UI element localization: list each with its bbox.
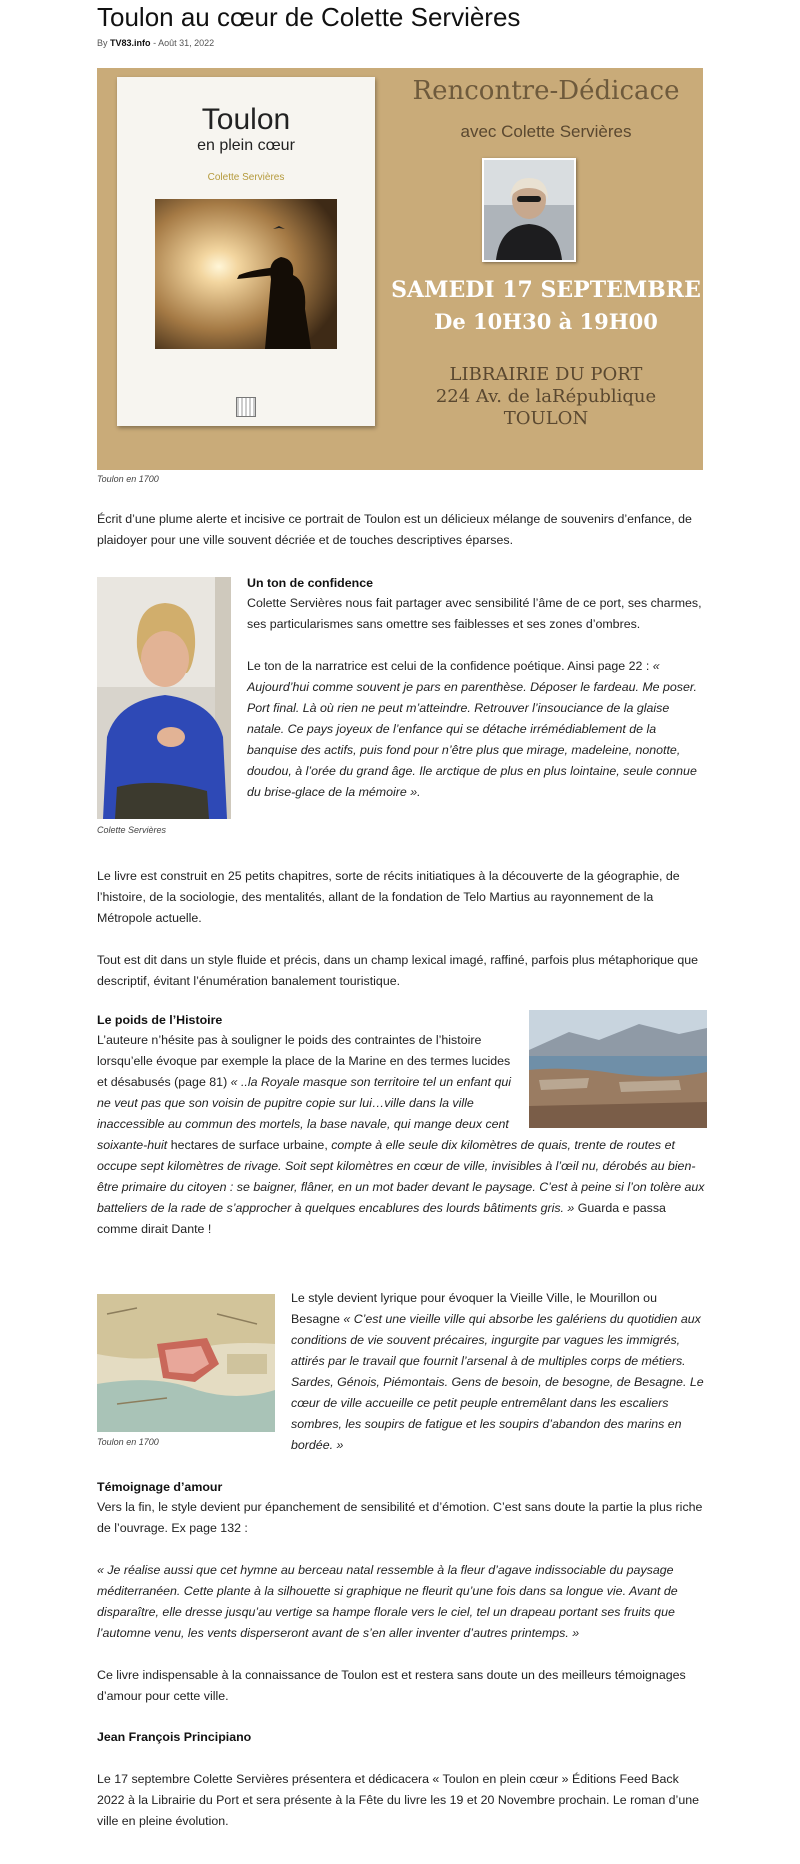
chapters-paragraph: Le livre est construit en 25 petits chapitres, sorte de récits initiatiques à la découverte de la géographie, de l’histoire, de la sociologie, des mentalités, allant de la fondation de Telo Martius au rayonnement de la Métropole actuelle.: [97, 869, 680, 925]
section1-lead: Le ton de la narratrice est celui de la confidence poétique. Ainsi page 22 :: [247, 659, 650, 673]
publisher-logo: [236, 397, 256, 417]
book-cover-subtitle: en plein cœur: [197, 137, 295, 154]
book-cover-author: Colette Servières: [207, 172, 285, 183]
toulon-harbour-photo: [529, 1010, 707, 1128]
banner-venue: LIBRAIRIE DU PORT: [449, 364, 643, 385]
book-cover-title: Toulon: [201, 103, 291, 136]
section-heading-testimony: Témoignage d’amour: [97, 1480, 223, 1494]
banner-caption: Toulon en 1700: [97, 474, 159, 484]
section-confidence: [247, 573, 707, 803]
article-title: Toulon au cœur de Colette Servières: [97, 2, 521, 32]
section4-quote: « Je réalise aussi que cet hymne au berceau natal ressemble à la fleur d’agave indissociable du paysage méditerranéen. Cette plante à la silhouette si graphique ne fleurit qu’une fois dans sa longue vie. Avant de disparaître, elle dresse jusqu’au vertige sa hampe florale vers le ciel, tel un drapeau portant ses fruits que l’automne venu, les vents disperseront avant de s’en aller inventer d’autres printemps. »: [97, 1563, 678, 1640]
section-heading-history: Le poids de l’Histoire: [97, 1013, 223, 1027]
book-cover-photo: [155, 199, 337, 349]
toulon-1700-map: [97, 1294, 275, 1432]
section2-quote-part2: compte à elle seule dix kilomètres de quais, trente de routes et occupe sept kilomètres de rivage. Soit sept kilomètres en cœur de ville, invisibles à l’œil nu, dérobés au bien-être primaire du citoyen : se baigner, flâner, en un mot bader devant le paysage. C’est à peine si l’on tolère aux batteliers de la rade de s’approcher à quelques encablures des lourds bâtiments gris. »: [97, 1138, 705, 1215]
section1-quote: « Aujourd’hui comme souvent je pars en parenthèse. Déposer le fardeau. Me poser. Port final. Là où rien ne peut m’atteindre. Retrouver l’insouciance de la glaise natale. Ce pays joyeux de l’enfance qui se détache irrémédiablement de la banquise des actifs, puis fond pour n’être plus que mirage, madeleine, nonotte, doudou, à l’orée du grand âge. Ile arctique de plus en plus lointaine, seule connue du brise-glace de la mémoire ».: [247, 659, 697, 799]
section1-paragraph-1: Colette Servières nous fait partager avec sensibilité l’âme de ce port, ses charmes, ses particularismes sans omettre ses faiblesses et ses zones d’ombres.: [247, 596, 702, 631]
section-testimony: [97, 1477, 707, 1832]
section4-paragraph-2: Ce livre indispensable à la connaissance de Toulon est et restera sans doute un des meilleurs témoignages d’amour pour cette ville.: [97, 1668, 686, 1703]
book-cover: [117, 77, 375, 426]
section3-quote: « C’est une vieille ville qui absorbe les galériens du quotidien aux conditions de vie souvent précaires, ingurgite par vagues les immigrés, attirés par le travail que fournit l’arsenal à de multiples corps de métiers. Sardes, Génois, Piémontais. Gens de besoin, de besogne, de Besagne. Le cœur de ville accueille ce petit peuple entremêlant dans les escaliers sombres, les soupirs de fatigue et les soupirs d’abandon des marins en bordée. »: [291, 1312, 704, 1452]
intro-paragraph: Écrit d’une plume alerte et incisive ce portrait de Toulon est un délicieux mélange de souvenirs d’enfance, de plaidoyer pour une ville souvent décriée et de touches descriptives éparses.: [97, 512, 692, 547]
byline: [97, 38, 214, 48]
section1-paragraph-2: [247, 656, 707, 803]
closing-paragraph: Le 17 septembre Colette Servières présentera et dédicacera « Toulon en plein cœur » Éditions Feed Back 2022 à la Librairie du Port et sera présente à la Fête du livre les 19 et 20 Novembre prochain. Le roman d’une ville en pleine évolution.: [97, 1772, 699, 1828]
section2-tail: Guarda e passa comme dirait Dante !: [97, 1201, 666, 1236]
banner-date: SAMEDI 17 SEPTEMBRE: [391, 277, 701, 303]
section2-quote-part1: « ..la Royale masque son territoire tel un enfant qui ne veut pas que son voisin de pupitre copie sur lui…ville dans la ville inaccessible au commun des mortels, la base navale, qui mange deux cent soixante-huit: [97, 1075, 511, 1152]
author-portrait-small: [482, 158, 576, 262]
author-photo-caption: Colette Servières: [97, 825, 167, 835]
section2-lead: L’auteure n’hésite pas à souligner le poids des contraintes de l’histoire lorsqu’elle évoque par exemple la place de la Marine en des termes lucides et désabusés (page 81): [97, 1033, 511, 1089]
banner-time: De 10H30 à 19H00: [434, 309, 658, 334]
event-banner-image: [97, 68, 703, 470]
section-heading-confidence: Un ton de confidence: [247, 576, 373, 590]
banner-address: 224 Av. de laRépublique: [435, 386, 657, 407]
article-signature: Jean François Principiano: [97, 1730, 252, 1744]
banner-with-author: avec Colette Servières: [460, 122, 632, 141]
style-paragraph: Tout est dit dans un style fluide et précis, dans un champ lexical imagé, raffiné, parfois plus métaphorique que descriptif, évitant l’énumération banalement touristique.: [97, 953, 699, 988]
section2-plain: hectares de surface urbaine,: [170, 1138, 328, 1152]
banner-venue-block: [389, 364, 703, 430]
banner-heading: Rencontre-Dédicace: [412, 76, 680, 106]
section-history: [97, 1010, 707, 1240]
byline-separator: -: [153, 38, 157, 48]
banner-city: TOULON: [503, 408, 589, 429]
section3-lead: Le style devient lyrique pour évoquer la Vieille Ville, le Mourillon ou Besagne: [291, 1291, 657, 1326]
author-portrait-photo: [97, 577, 231, 819]
byline-author-link[interactable]: TV83.info: [110, 38, 151, 48]
section4-paragraph-1: Vers la fin, le style devient pur épanchement de sensibilité et d’émotion. C’est sans doute la partie la plus riche de l’ouvrage. Ex page 132 :: [97, 1500, 703, 1535]
map-caption: Toulon en 1700: [97, 1437, 159, 1447]
byline-date: Août 31, 2022: [158, 38, 215, 48]
byline-prefix: By: [97, 38, 108, 48]
section3-paragraph: [291, 1288, 707, 1456]
